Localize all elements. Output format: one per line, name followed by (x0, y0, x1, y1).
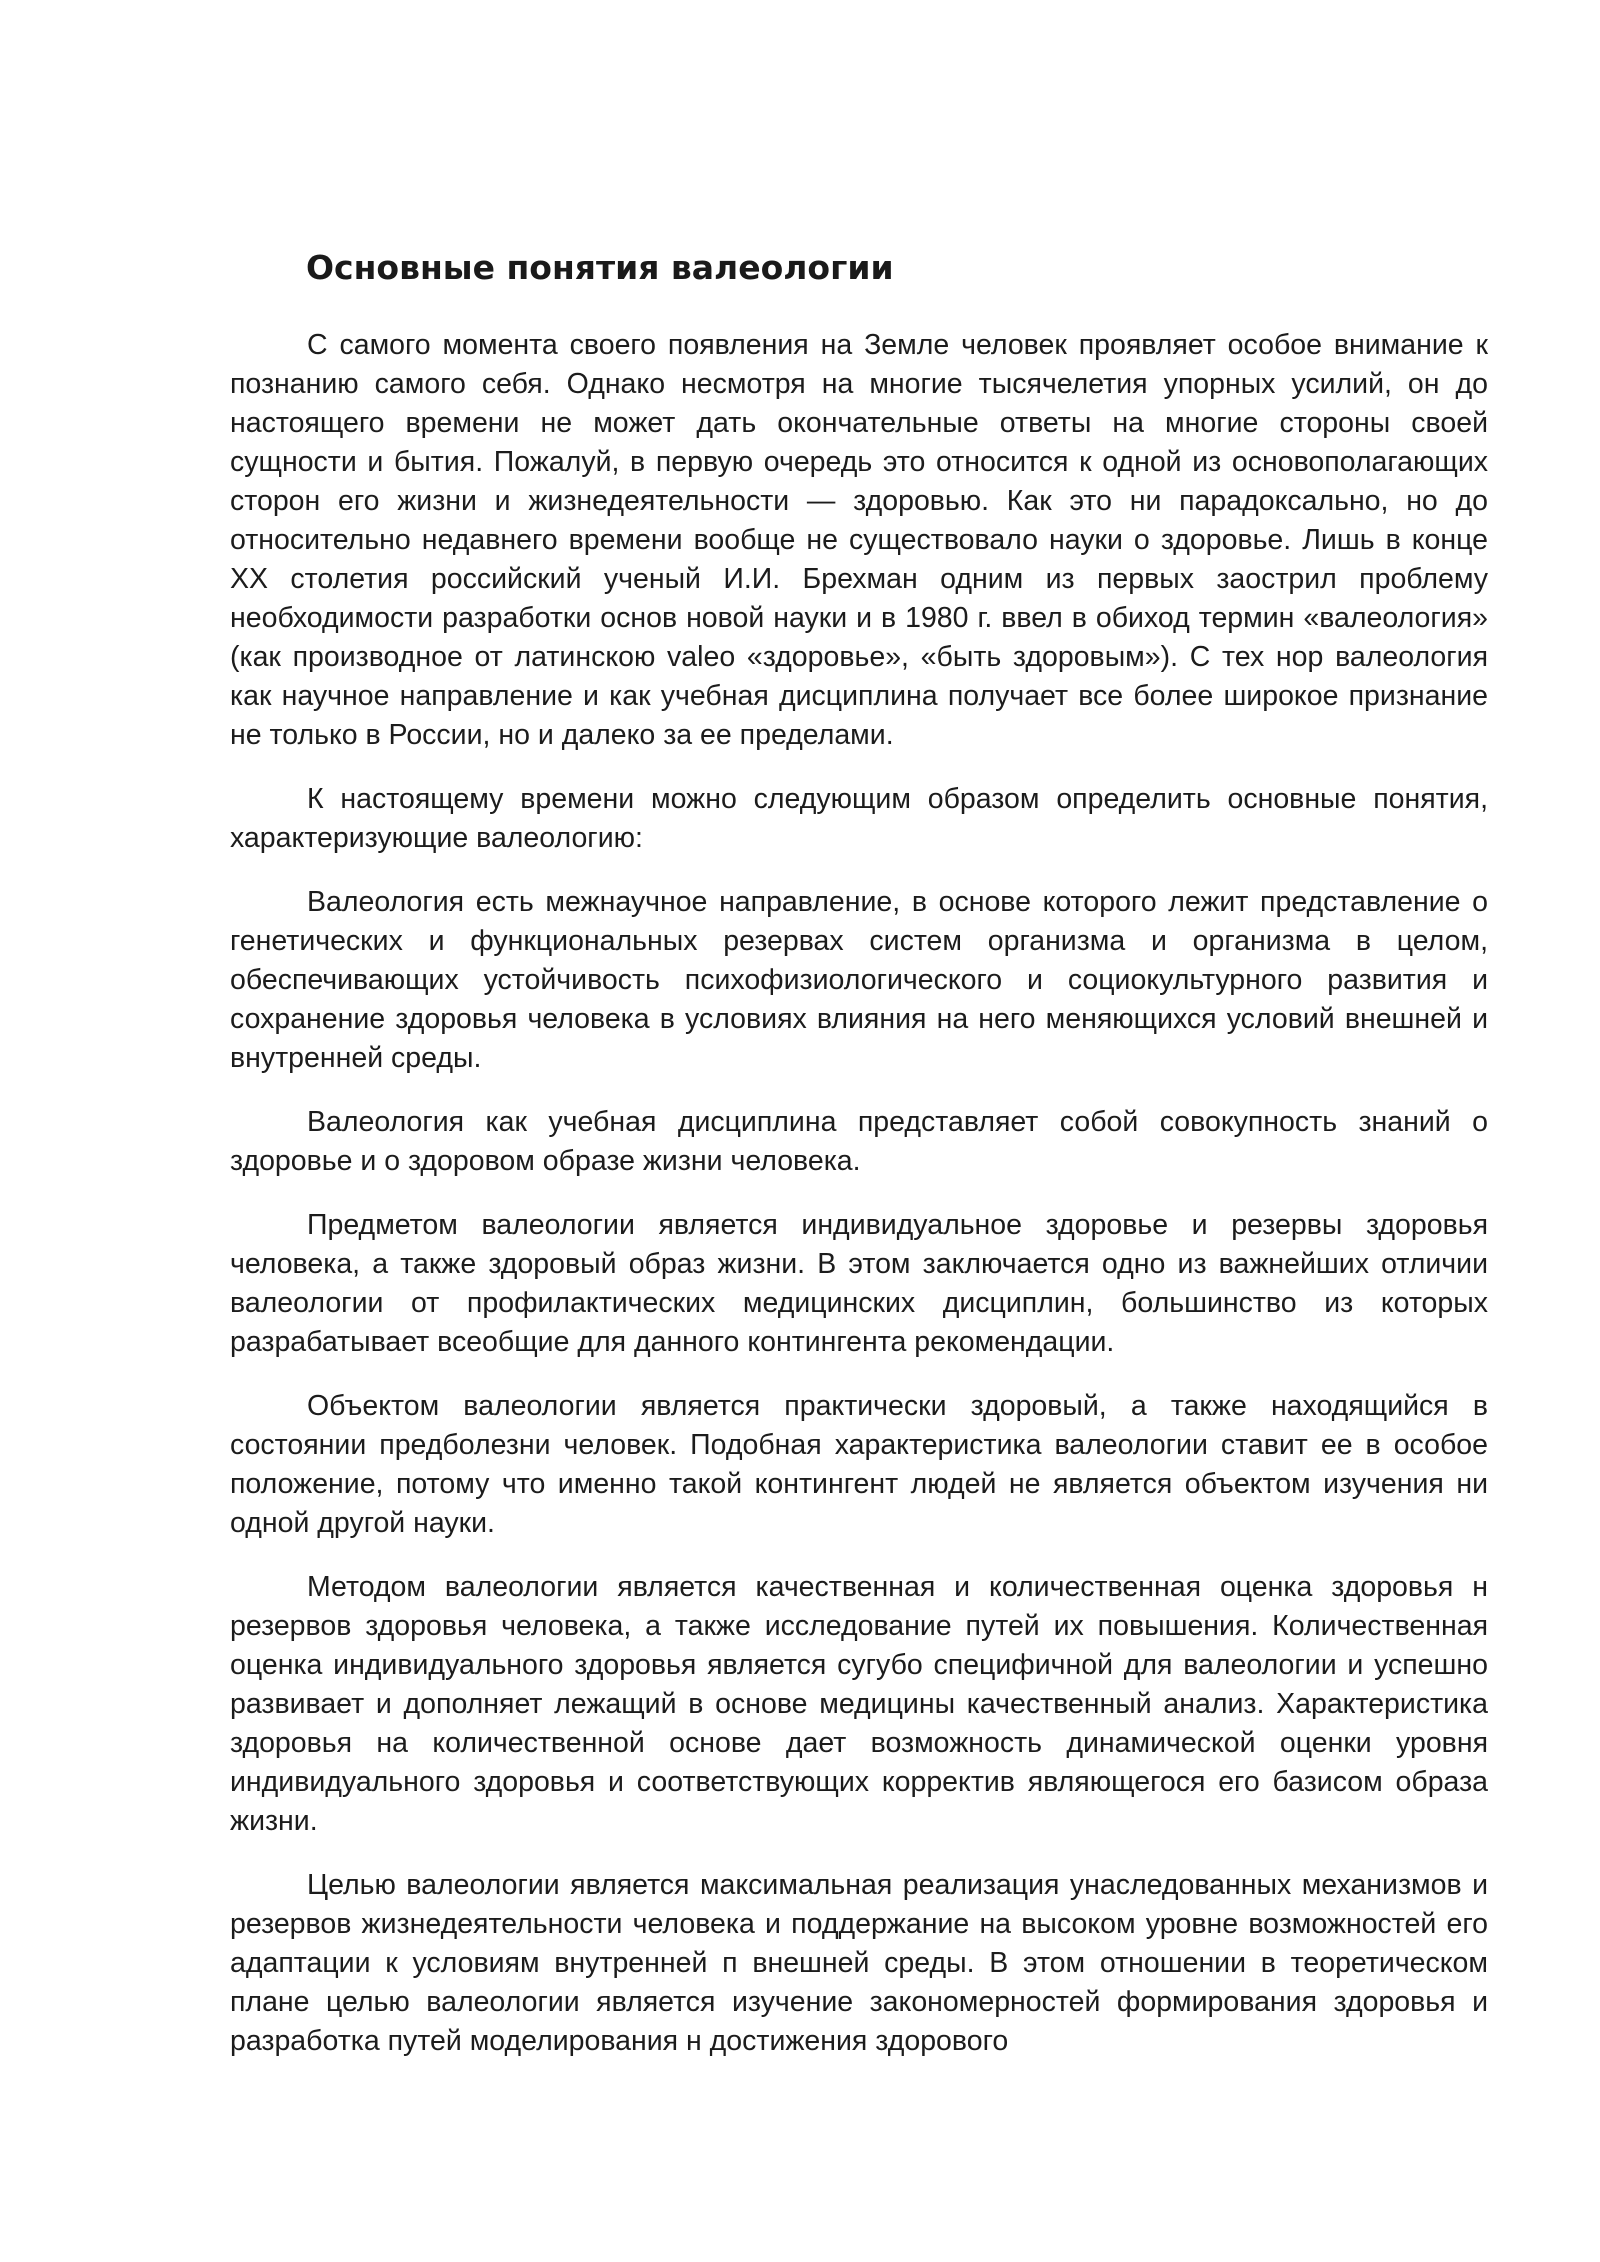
document-title: Основные понятия валеологии (306, 248, 894, 287)
paragraph-goal: Целью валеологии является максимальная реализация унаследованных механизмов и резервов жизнедеятельности человека и поддержание на высоком уровне возможностей его адаптации к условиям внутренней п внешней среды. В этом отношении в теоретическом плане целью валеологии является изучение закономерностей формирования здоровья и разработка путей моделирования н достижения здорового (230, 1869, 1488, 2057)
paragraph-discipline: Валеология как учебная дисциплина представляет собой совокупность знаний о здоровье и о здоровом образе жизни человека. (230, 1106, 1488, 1177)
paragraph-intro: С самого момента своего появления на Земле человек проявляет особое внимание к познанию самого себя. Однако несмотря на многие тысячелетия упорных усилий, он до настоящего времени не может дать окончательные ответы на многие стороны своей сущности и бытия. Пожалуй, в первую очередь это относится к одной из основополагающих сторон его жизни и жизнедеятельности — здоровью. Как это ни парадоксально, но до относительно недавнего времени вообще не существовало науки о здоровье. Лишь в конце XX столетия российский ученый И.И. Брехман одним из первых заострил проблему необходимости разработки основ новой науки и в 1980 г. ввел в обиход термин «валеология» (как производное от латинскою valeo «здоровье», «быть здоровым»). С тех нор валеология как научное направление и как учебная дисциплина получает все более широкое признание не только в России, но и далеко за ее пределами. (230, 329, 1488, 751)
paragraph-subject: Предметом валеологии является индивидуальное здоровье и резервы здоровья человека, а также здоровый образ жизни. В этом заключается одно из важнейших отличии валеологии от профилактических медицинских дисциплин, большинство из которых разрабатывает всеобщие для данного контингента рекомендации. (230, 1209, 1488, 1358)
paragraph-object: Объектом валеологии является практически здоровый, а также находящийся в состоянии предболезни человек. Подобная характеристика валеологии ставит ее в особое положение, потому что именно такой контингент людей не является объектом изучения ни одной другой науки. (230, 1390, 1488, 1539)
document-body (230, 246, 1488, 2086)
paragraph-definitions-intro: К настоящему времени можно следующим образом определить основные понятия, характеризующие валеологию: (230, 783, 1488, 854)
paragraph-method: Методом валеологии является качественная и количественная оценка здоровья н резервов здоровья человека, а также исследование путей их повышения. Количественная оценка индивидуального здоровья является сугубо специфичной для валеологии и успешно развивает и дополняет лежащий в основе медицины качественный анализ. Характеристика здоровья на количественной основе дает возможность динамической оценки уровня индивидуального здоровья и соответствующих корректив являющегося его базисом образа жизни. (230, 1571, 1488, 1837)
paragraph-valeology-definition: Валеология есть межнаучное направление, в основе которого лежит представление о генетических и функциональных резервах систем организма и организма в целом, обеспечивающих устойчивость психофизиологического и социокультурного развития и сохранение здоровья человека в условиях влияния на него меняющихся условий внешней и внутренней среды. (230, 886, 1488, 1074)
